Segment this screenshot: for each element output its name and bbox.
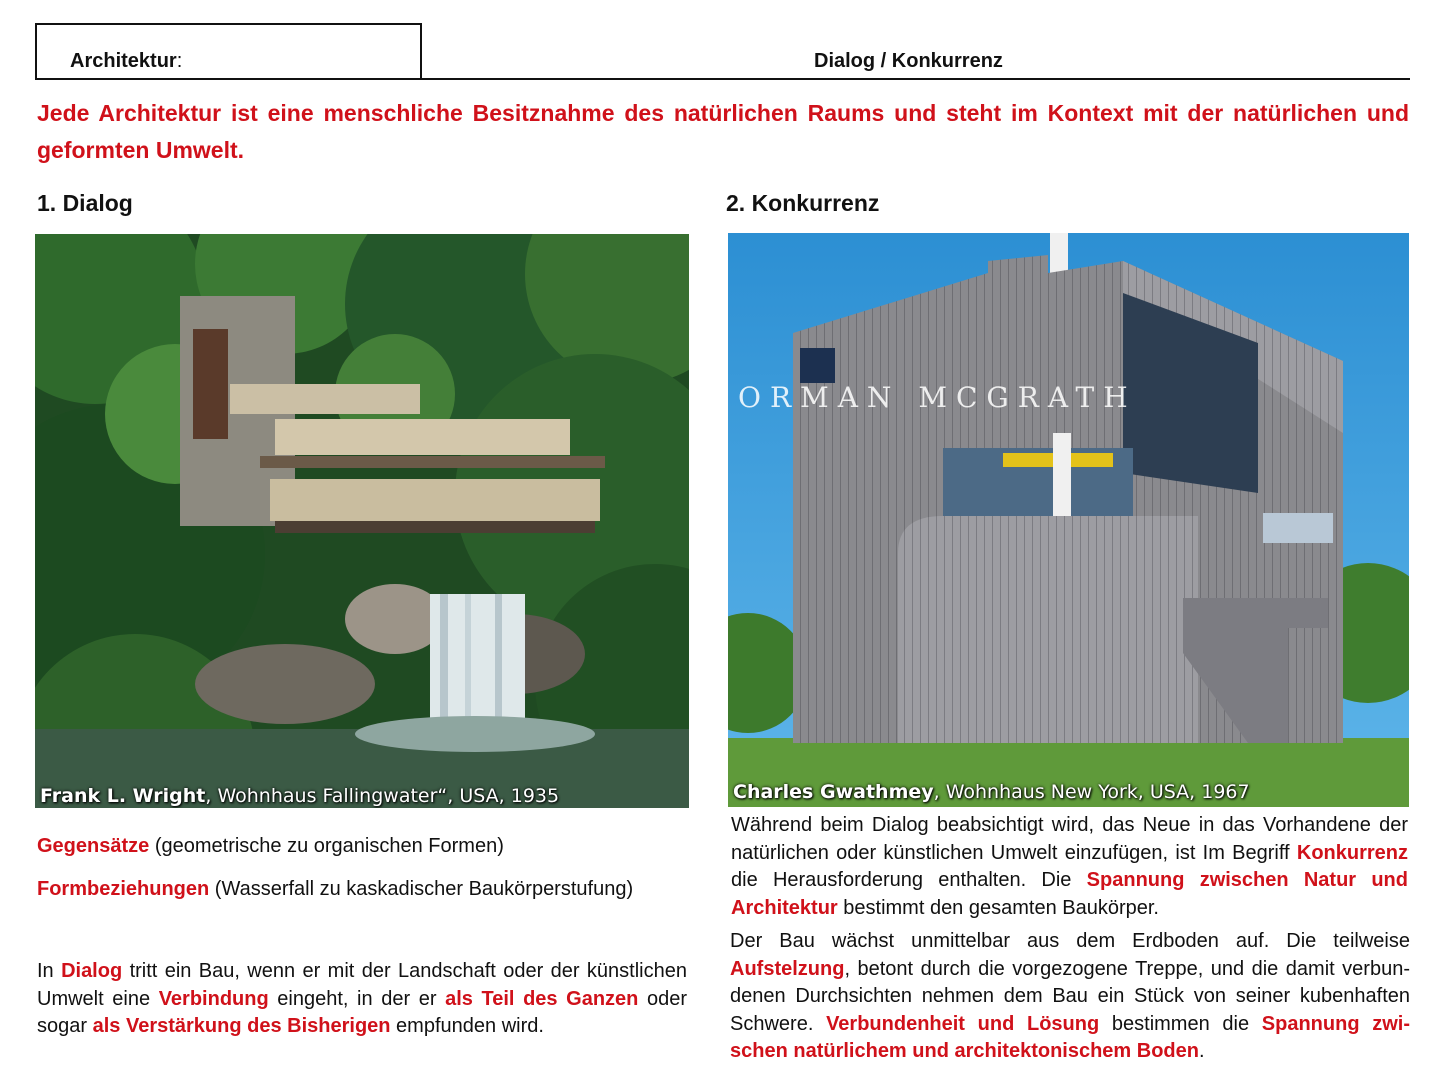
text: die Herausforderung enthalten. Die xyxy=(731,869,1087,891)
caption-author: Charles Gwathmey xyxy=(733,781,934,803)
highlight-teil-des-ganzen: als Teil des Ganzen xyxy=(445,987,639,1010)
gwathmey-photo xyxy=(728,233,1409,807)
text: oder sogar xyxy=(37,987,688,1037)
fallingwater-illustration xyxy=(35,234,689,808)
highlight-konkurrenz: Konkurrenz xyxy=(1296,841,1408,864)
text: empfunden wird. xyxy=(390,1015,544,1037)
highlight-verbundenheit: Verbundenheit und Lösung xyxy=(826,1012,1100,1035)
caption-details: , Wohnhaus Fallingwater“, USA, 1935 xyxy=(205,785,560,807)
highlight-boden-spannung: Spannung zwi-schen natürlichem und architektonischem Boden xyxy=(730,1012,1410,1062)
intro-statement: Jede Architektur ist eine menschliche Besitznahme des natürlichen Raums und steht im Kontext mit der natürlichen und geformten Umwelt. xyxy=(37,100,1409,163)
photo-watermark: ORMAN MCGRATH xyxy=(738,381,1137,414)
gwathmey-caption xyxy=(733,781,1250,803)
konkurrenz-paragraph-1 xyxy=(731,812,1408,922)
dialog-title: 1. Dialog xyxy=(37,190,133,216)
text: bestimmen die xyxy=(1099,1012,1262,1035)
fallingwater-caption xyxy=(40,785,559,807)
note-term: Gegensätze xyxy=(37,835,150,857)
highlight-aufstelzung: Aufstelzung xyxy=(730,957,845,980)
text: In xyxy=(37,960,62,982)
subject-label: Architektur xyxy=(70,50,177,72)
note-gegensaetze xyxy=(37,835,504,858)
highlight-verbindung: Verbindung xyxy=(158,987,269,1010)
caption-author: Frank L. Wright xyxy=(40,785,206,807)
caption-details: , Wohnhaus New York, USA, 1967 xyxy=(933,781,1250,803)
highlight-dialog: Dialog xyxy=(61,960,123,982)
text: Während beim Dialog beabsichtigt wird, das Neue in das Vorhandene der natürlichen oder künstlichen Umwelt einzufügen, ist Im Begriff xyxy=(731,814,1408,864)
header-subject xyxy=(70,50,182,73)
subject-colon: : xyxy=(176,50,183,72)
text: , betont durch die vorgezogene Treppe, und die damit verbun-denen Durchsichten nehmen dem Bau ein Stück von seiner kubenhaften Schwere. xyxy=(730,957,1410,1035)
header-divider xyxy=(35,78,1410,80)
text: Der Bau wächst unmittelbar aus dem Erdboden auf. Die teilweise xyxy=(730,930,1410,952)
gwathmey-house-illustration xyxy=(728,233,1409,807)
highlight-verstaerkung: als Verstärkung des Bisherigen xyxy=(92,1015,391,1037)
highlight-spannung: Spannung zwischen Natur und Architektur xyxy=(731,869,1408,919)
text: . xyxy=(1198,1040,1205,1062)
text: tritt ein Bau, wenn er mit der Landschaft oder der künstlichen Umwelt eine xyxy=(37,960,687,1010)
konkurrenz-title: 2. Konkurrenz xyxy=(726,190,880,216)
text: eingeht, in der er xyxy=(268,987,446,1010)
note-text: (Wasserfall zu kaskadischer Baukörperstufung) xyxy=(209,878,634,900)
text: bestimmt den gesamten Baukörper. xyxy=(837,896,1159,919)
dialog-paragraph xyxy=(37,958,687,1041)
note-term: Formbeziehungen xyxy=(37,878,210,900)
konkurrenz-paragraph-2 xyxy=(730,928,1410,1066)
note-text: (geometrische zu organischen Formen) xyxy=(149,835,504,857)
note-formbeziehungen xyxy=(37,878,633,901)
header-topic: Dialog / Konkurrenz xyxy=(814,50,1003,72)
fallingwater-photo xyxy=(35,234,689,808)
